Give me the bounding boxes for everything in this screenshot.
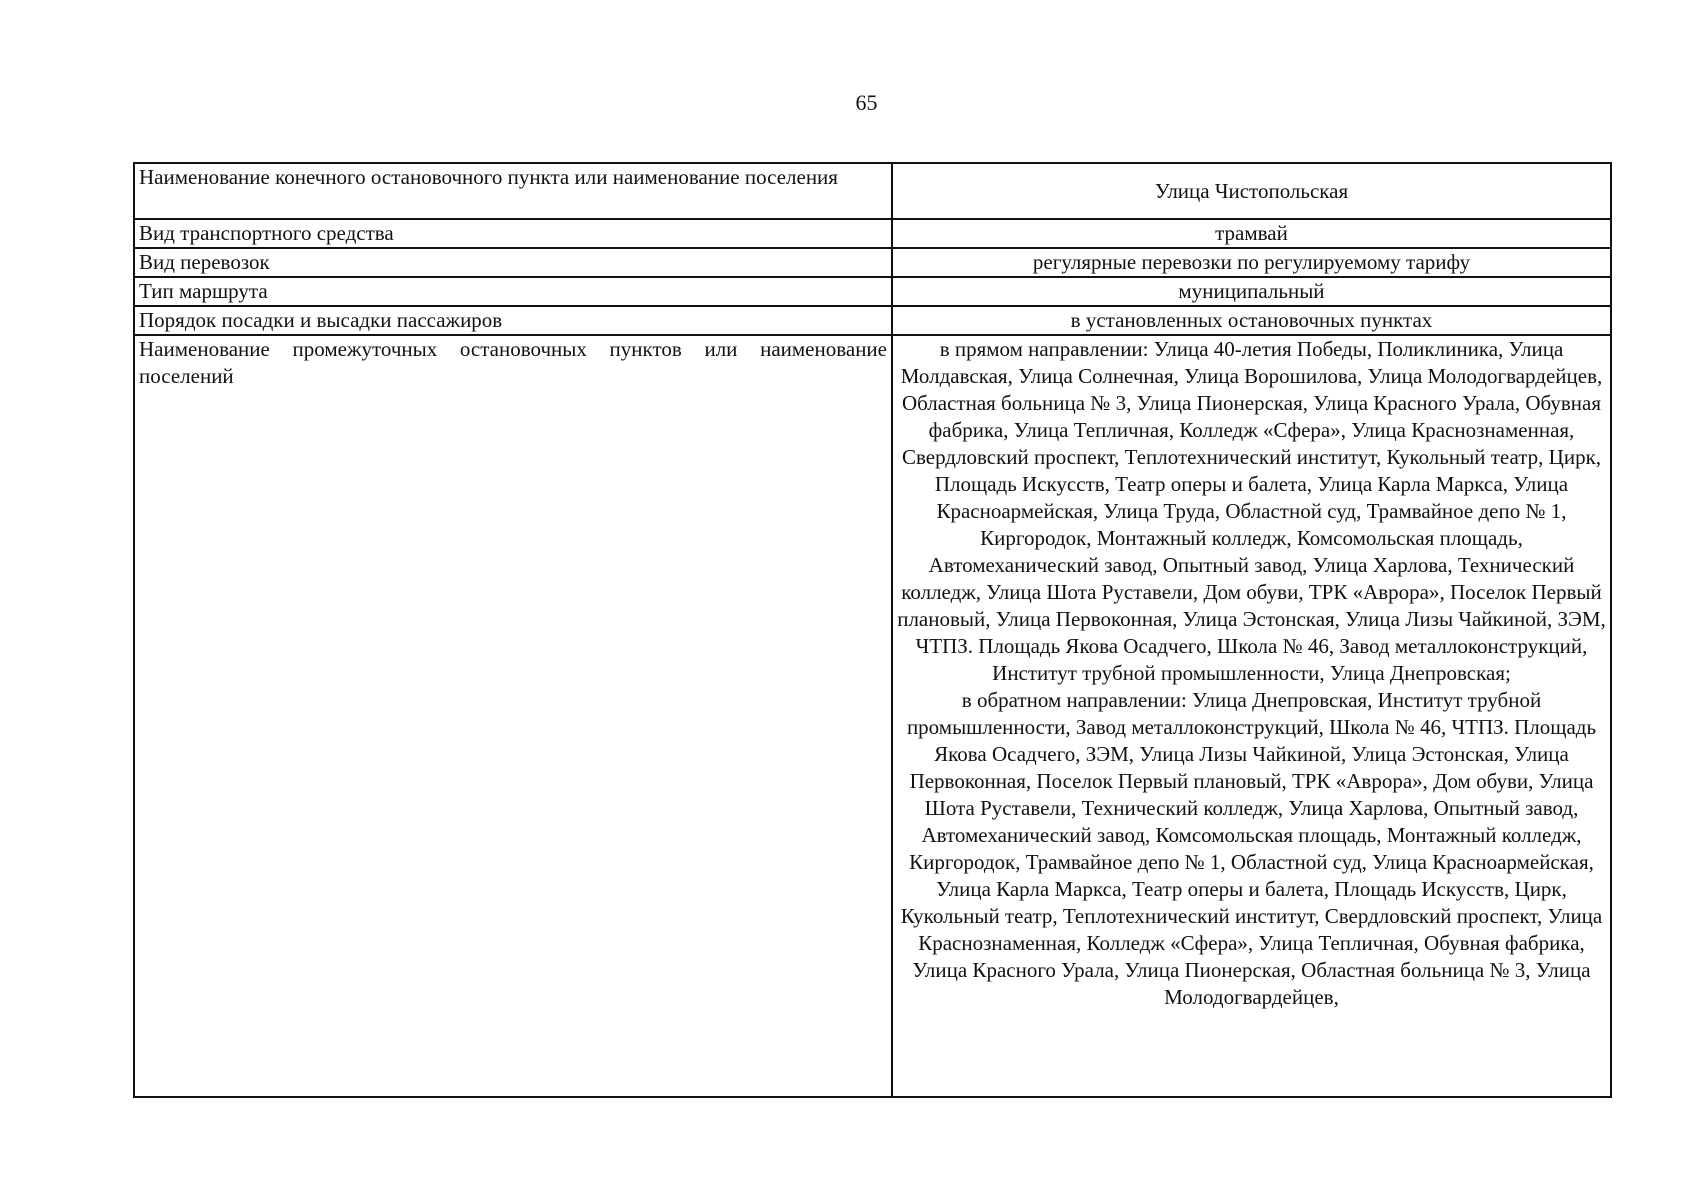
row-label-intermediate-stops: Наименование промежуточных остановочных пунктов или наименование поселений: [134, 335, 892, 1097]
table-row-boarding-order: [134, 306, 1611, 335]
route-passport-table: [133, 162, 1612, 1098]
row-value-route-type: муниципальный: [892, 277, 1611, 306]
table-row-transport-kind: [134, 248, 1611, 277]
row-label-vehicle-type: Вид транспортного средства: [134, 219, 892, 248]
row-value-terminal-stop: Улица Чистопольская: [892, 163, 1611, 219]
row-value-boarding-order: в установленных остановочных пунктах: [892, 306, 1611, 335]
table-row-terminal-stop: [134, 163, 1611, 219]
table-row-vehicle-type: [134, 219, 1611, 248]
table-row-route-type: [134, 277, 1611, 306]
stops-forward-direction: в прямом направлении: Улица 40-летия Победы, Поликлиника, Улица Молдавская, Улица Солнечная, Улица Ворошилова, Улица Молодогвардейцев, Областная больница № 3, Улица Пионерская, Улица Красного Урала, Обувная фабрика, Улица Тепличная, Колледж «Сфера», Улица Краснознаменная, Свердловский проспект, Теплотехнический институт, Кукольный театр, Цирк, Площадь Искусств, Театр оперы и балета, Улица Карла Маркса, Улица Красноармейская, Улица Труда, Областной суд, Трамвайное депо № 1, Киргородок, Монтажный колледж, Комсомольская площадь, Автомеханический завод, Опытный завод, Улица Харлова, Технический колледж, Улица Шота Руставели, Дом обуви, ТРК «Аврора», Поселок Первый плановый, Улица Первоконная, Улица Эстонская, Улица Лизы Чайкиной, ЗЭМ, ЧТПЗ. Площадь Якова Осадчего, Школа № 46, Завод металлоконструкций, Институт трубной промышленности, Улица Днепровская;: [897, 337, 1606, 685]
row-label-route-type: Тип маршрута: [134, 277, 892, 306]
row-label-terminal-stop: Наименование конечного остановочного пункта или наименование поселения: [134, 163, 892, 219]
row-value-vehicle-type: трамвай: [892, 219, 1611, 248]
stops-backward-direction: в обратном направлении: Улица Днепровская, Институт трубной промышленности, Завод металлоконструкций, Школа № 46, ЧТПЗ. Площадь Якова Осадчего, ЗЭМ, Улица Лизы Чайкиной, Улица Эстонская, Улица Первоконная, Поселок Первый плановый, ТРК «Аврора», Дом обуви, Улица Шота Руставели, Технический колледж, Улица Харлова, Опытный завод, Автомеханический завод, Комсомольская площадь, Монтажный колледж, Киргородок, Трамвайное депо № 1, Областной суд, Улица Красноармейская, Улица Карла Маркса, Театр оперы и балета, Площадь Искусств, Цирк, Кукольный театр, Теплотехнический институт, Свердловский проспект, Улица Краснознаменная, Колледж «Сфера», Улица Тепличная, Обувная фабрика, Улица Красного Урала, Улица Пионерская, Областная больница № 3, Улица Молодогвардейцев,: [900, 688, 1603, 1009]
row-label-boarding-order: Порядок посадки и высадки пассажиров: [134, 306, 892, 335]
row-value-transport-kind: регулярные перевозки по регулируемому тарифу: [892, 248, 1611, 277]
row-label-transport-kind: Вид перевозок: [134, 248, 892, 277]
row-value-intermediate-stops: [892, 335, 1611, 1097]
table-row-intermediate-stops: [134, 335, 1611, 1097]
page-number: 65: [855, 90, 878, 115]
